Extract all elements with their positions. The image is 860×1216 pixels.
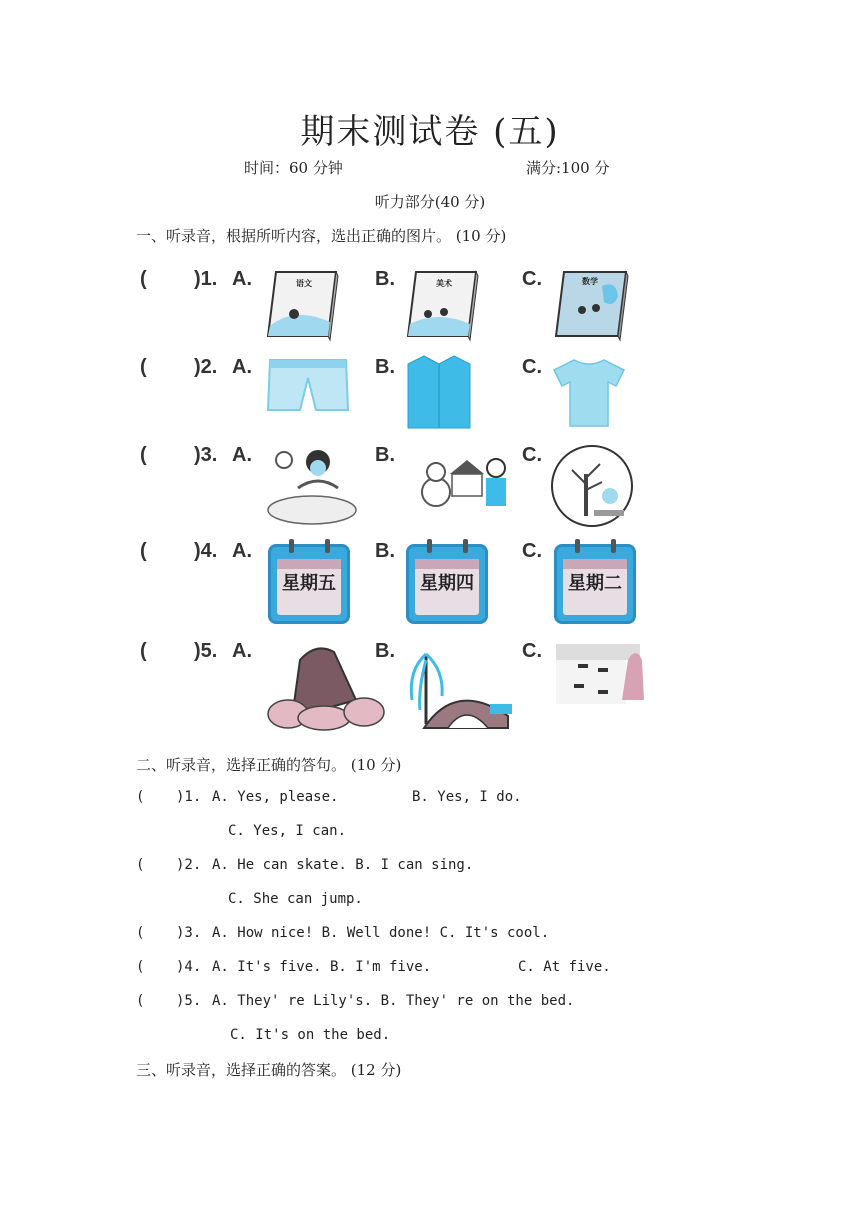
option-label-c: C. bbox=[522, 268, 542, 290]
question-number: )1. bbox=[194, 268, 218, 290]
option-label-a: A. bbox=[232, 356, 252, 378]
answer-paren[interactable]: ( bbox=[136, 789, 145, 805]
answer-paren[interactable]: ( bbox=[136, 925, 145, 941]
snowman-winter-image[interactable] bbox=[400, 444, 514, 524]
question-number: )3. bbox=[194, 444, 218, 466]
option-c: C. At five. bbox=[518, 959, 611, 975]
calendar-label: 星期五 bbox=[282, 573, 336, 594]
option-label-c: C. bbox=[522, 444, 542, 466]
swimming-boy-image[interactable] bbox=[264, 444, 360, 528]
option-b: B. Yes, I do. bbox=[412, 789, 522, 805]
option-label-a: A. bbox=[232, 540, 252, 562]
option-label-b: B. bbox=[375, 640, 395, 662]
tree-autumn-image[interactable] bbox=[550, 444, 634, 528]
section1-heading: 一、听录音，根据所听内容，选出正确的图片。 (10 分) bbox=[136, 227, 507, 245]
book-label: 语文 bbox=[296, 279, 312, 288]
option-c: C. It's on the bed. bbox=[230, 1027, 391, 1043]
rock-hill-image[interactable] bbox=[264, 640, 386, 732]
question-number: )2. bbox=[176, 857, 202, 873]
question-number: )5. bbox=[176, 993, 202, 1009]
answer-paren[interactable]: ( bbox=[140, 540, 147, 562]
question-number: )4. bbox=[194, 540, 218, 562]
option-label-a: A. bbox=[232, 268, 252, 290]
calendar-tuesday-image[interactable] bbox=[554, 544, 636, 624]
option-label-c: C. bbox=[522, 540, 542, 562]
t-shirt-image[interactable] bbox=[550, 356, 628, 428]
option-label-c: C. bbox=[522, 640, 542, 662]
option-c: C. She can jump. bbox=[228, 891, 363, 907]
calendar-friday-image[interactable] bbox=[268, 544, 350, 624]
question-number: )4. bbox=[176, 959, 202, 975]
option-label-a: A. bbox=[232, 640, 252, 662]
exam-time: 时间：60 分钟 bbox=[244, 159, 343, 177]
book-label: 美术 bbox=[436, 279, 452, 288]
option-label-b: B. bbox=[375, 268, 395, 290]
answer-paren[interactable]: ( bbox=[136, 993, 145, 1009]
option-c: C. Yes, I can. bbox=[228, 823, 347, 839]
shorts-image[interactable] bbox=[266, 356, 350, 414]
option-a-b: A. They' re Lily's. B. They' re on the bed. bbox=[212, 993, 575, 1009]
option-a: A. Yes, please. bbox=[212, 789, 339, 805]
answer-paren[interactable]: ( bbox=[136, 959, 145, 975]
section2-heading: 二、听录音，选择正确的答句。 (10 分) bbox=[136, 756, 402, 774]
options-line: A. How nice! B. Well done! C. It's cool. bbox=[212, 925, 550, 941]
option-label-b: B. bbox=[375, 540, 395, 562]
answer-paren[interactable]: ( bbox=[140, 268, 147, 290]
listening-part-heading: 听力部分(40 分) bbox=[374, 193, 486, 211]
answer-paren[interactable]: ( bbox=[136, 857, 145, 873]
answer-paren[interactable]: ( bbox=[140, 640, 147, 662]
calendar-label: 星期二 bbox=[568, 573, 622, 594]
question-number: )2. bbox=[194, 356, 218, 378]
question-number: )5. bbox=[194, 640, 218, 662]
option-label-a: A. bbox=[232, 444, 252, 466]
answer-paren[interactable]: ( bbox=[140, 444, 147, 466]
question-number: )3. bbox=[176, 925, 202, 941]
calendar-thursday-image[interactable] bbox=[406, 544, 488, 624]
bridge-willow-image[interactable] bbox=[404, 640, 516, 732]
section3-heading: 三、听录音，选择正确的答案。 (12 分) bbox=[136, 1061, 402, 1079]
option-a-b: A. He can skate. B. I can sing. bbox=[212, 857, 474, 873]
calendar-label: 星期四 bbox=[420, 573, 474, 594]
answer-paren[interactable]: ( bbox=[140, 356, 147, 378]
option-label-c: C. bbox=[522, 356, 542, 378]
shirt-image[interactable] bbox=[404, 354, 474, 430]
book-label: 数学 bbox=[582, 277, 598, 286]
option-label-b: B. bbox=[375, 356, 395, 378]
option-label-b: B. bbox=[375, 444, 395, 466]
exam-score: 满分:100 分 bbox=[526, 159, 610, 177]
lake-boats-image[interactable] bbox=[552, 640, 646, 714]
question-number: )1. bbox=[176, 789, 202, 805]
option-a-b: A. It's five. B. I'm five. bbox=[212, 959, 432, 975]
page-title: 期末测试卷 (五) bbox=[300, 112, 560, 152]
